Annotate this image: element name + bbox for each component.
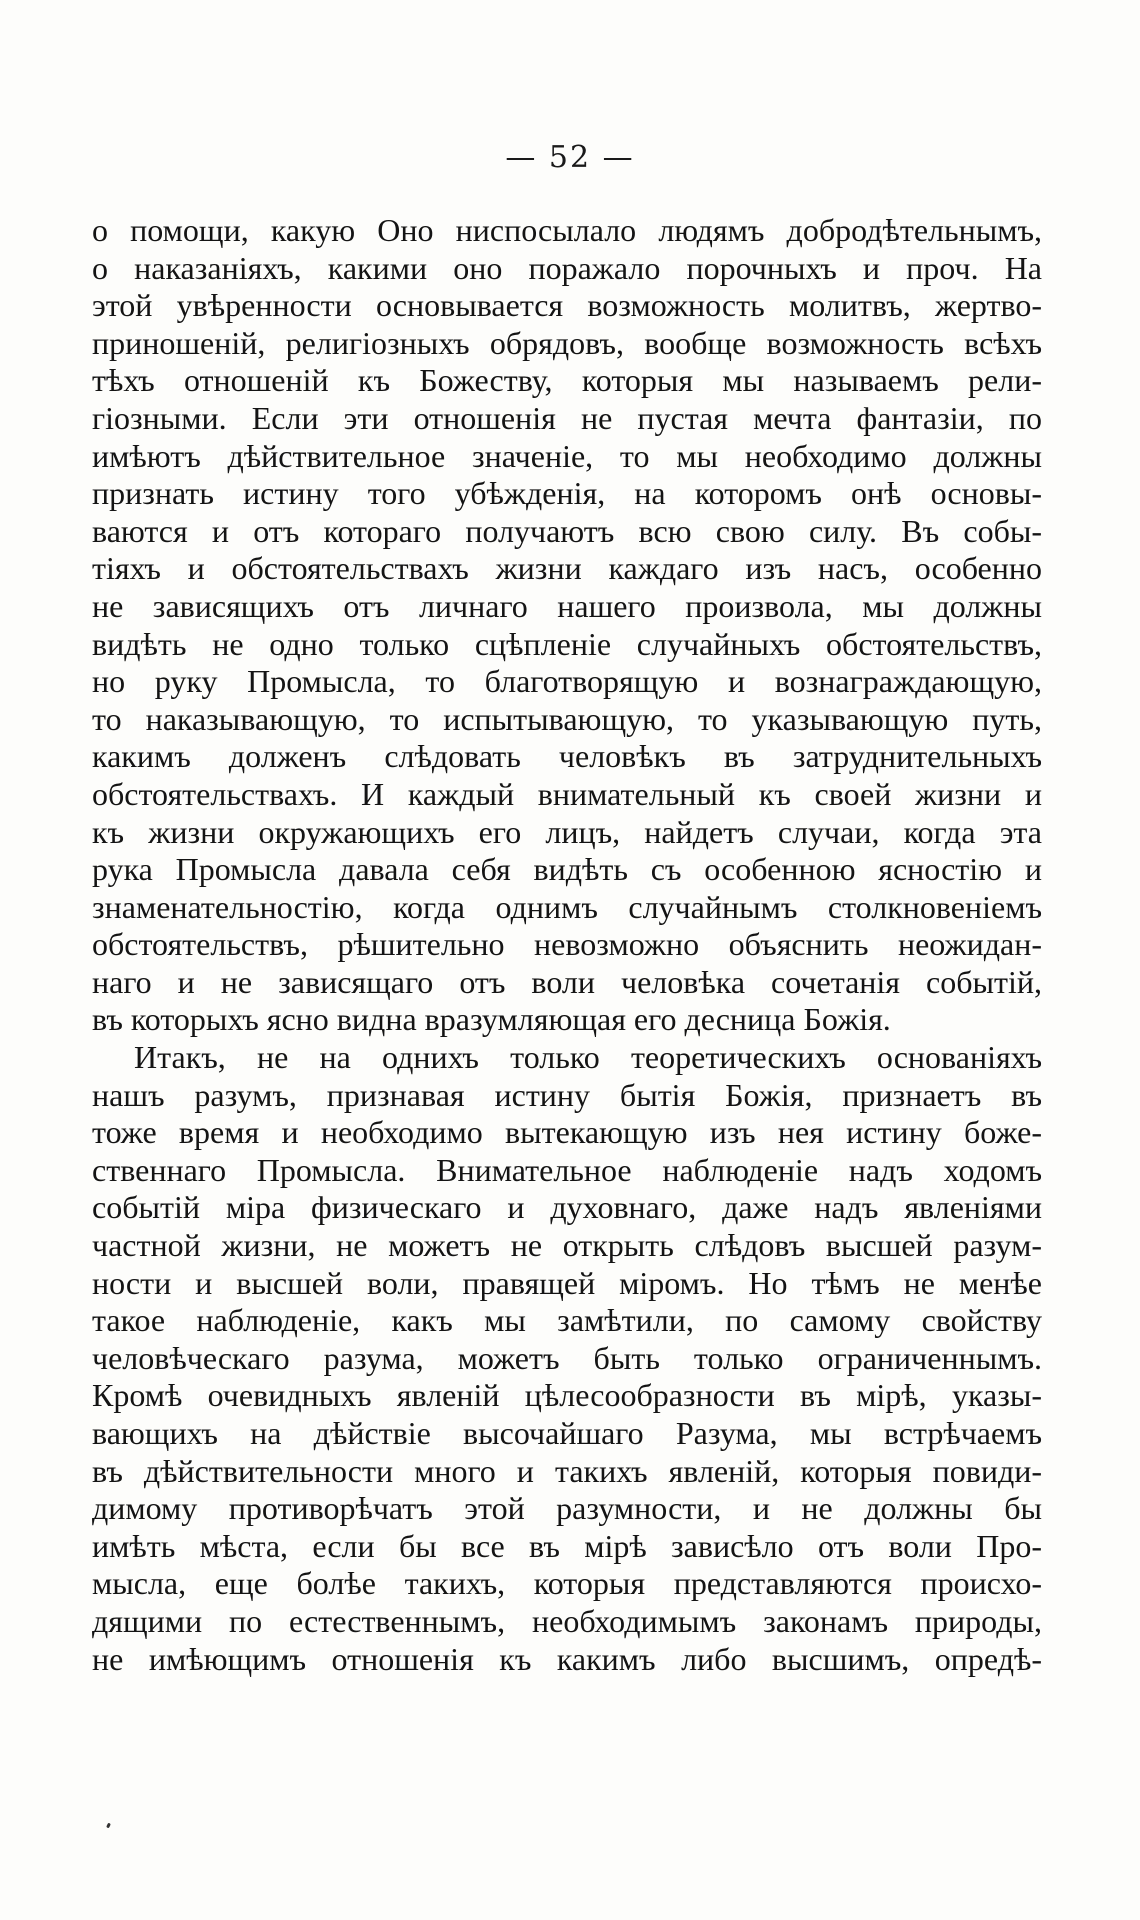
text-line: то наказывающую, то испытывающую, то указывающую путь, [92, 700, 1042, 737]
text-line: ности и высшей воли, правящей міромъ. Но тѣмъ не менѣе [92, 1264, 1042, 1301]
text-line: этой увѣренности основывается возможность молитвъ, жертво- [92, 287, 1042, 324]
page-body [92, 212, 1042, 1678]
text-line: рука Промысла давала себя видѣть съ особенною ясностію и [92, 851, 1042, 888]
text-line: наго и не зависящаго отъ воли человѣка сочетанія событій, [92, 963, 1042, 1000]
text-line: какимъ долженъ слѣдовать человѣкъ въ затруднительныхъ [92, 738, 1042, 775]
text-line: ваются и отъ котораго получаютъ всю свою силу. Въ собы- [92, 512, 1042, 549]
text-line: знаменательностію, когда однимъ случайнымъ столкновеніемъ [92, 888, 1042, 925]
text-line: частной жизни, не можетъ не открыть слѣдовъ высшей разум- [92, 1227, 1042, 1264]
paragraph-1 [92, 212, 1042, 1039]
text-line: въ дѣйствительности много и такихъ явленій, которыя повиди- [92, 1452, 1042, 1489]
page-number: — 52 — [505, 140, 635, 175]
text-line: вающихъ на дѣйствіе высочайшаго Разума, мы встрѣчаемъ [92, 1415, 1042, 1451]
text-line: гіозными. Если эти отношенія не пустая мечта фантазіи, по [92, 399, 1042, 436]
text-line: не зависящихъ отъ личнаго нашего произвола, мы должны [92, 587, 1042, 624]
text-line: человѣческаго разума, можетъ быть только ограниченнымъ. [92, 1339, 1042, 1376]
text-line: имѣютъ дѣйствительное значеніе, то мы необходимо должны [92, 437, 1042, 474]
ink-speck [106, 1823, 111, 1829]
text-line: признать истину того убѣжденія, на которомъ онѣ основы- [92, 475, 1042, 512]
text-line: мысла, еще болѣе такихъ, которыя представляются происхо- [92, 1565, 1042, 1602]
text-line: такое наблюденіе, какъ мы замѣтили, по самому свойству [92, 1302, 1042, 1339]
text-line: Итакъ, не на однихъ только теоретическихъ основаніяхъ [134, 1039, 1042, 1076]
text-line: димому противорѣчатъ этой разумности, и не должны бы [92, 1490, 1042, 1527]
text-line: Кромѣ очевидныхъ явленій цѣлесообразности въ мірѣ, указы- [92, 1377, 1042, 1414]
text-line: о наказаніяхъ, какими оно поражало порочныхъ и проч. На [92, 249, 1042, 286]
text-line: но руку Промысла, то благотворящую и вознаграждающую, [92, 663, 1042, 700]
text-line: къ жизни окружающихъ его лицъ, найдетъ случаи, когда эта [92, 813, 1042, 850]
text-line: видѣть не одно только сцѣпленіе случайныхъ обстоятельствъ, [92, 625, 1042, 662]
text-line: не имѣющимъ отношенія къ какимъ либо высшимъ, опредѣ- [92, 1640, 1042, 1677]
text-line: нашъ разумъ, признавая истину бытія Божія, признаетъ въ [92, 1076, 1042, 1113]
text-line: тѣхъ отношеній къ Божеству, которыя мы называемъ рели- [92, 362, 1042, 399]
paragraph-2 [92, 1039, 1042, 1678]
text-line: дящими по естественнымъ, необходимымъ законамъ природы, [92, 1602, 1042, 1639]
text-line: приношеній, религіозныхъ обрядовъ, вообще возможность всѣхъ [92, 324, 1042, 361]
text-line: ственнаго Промысла. Внимательное наблюденіе надъ ходомъ [92, 1151, 1042, 1188]
text-line: имѣть мѣста, если бы все въ мірѣ зависѣло отъ воли Про- [92, 1527, 1042, 1564]
text-line: тоже время и необходимо вытекающую изъ нея истину боже- [92, 1114, 1042, 1151]
text-line: событій міра физическаго и духовнаго, даже надъ явленіями [92, 1189, 1042, 1226]
text-line: о помощи, какую Оно ниспосылало людямъ добродѣтельнымъ, [92, 212, 1042, 248]
text-line: обстоятельствъ, рѣшительно невозможно объяснить неожидан- [92, 926, 1042, 963]
text-line: обстоятельствахъ. И каждый внимательный къ своей жизни и [92, 775, 1042, 812]
text-line: тіяхъ и обстоятельствахъ жизни каждаго изъ насъ, особенно [92, 550, 1042, 587]
text-line: въ которыхъ ясно видна вразумляющая его десница Божія. [92, 1001, 891, 1038]
